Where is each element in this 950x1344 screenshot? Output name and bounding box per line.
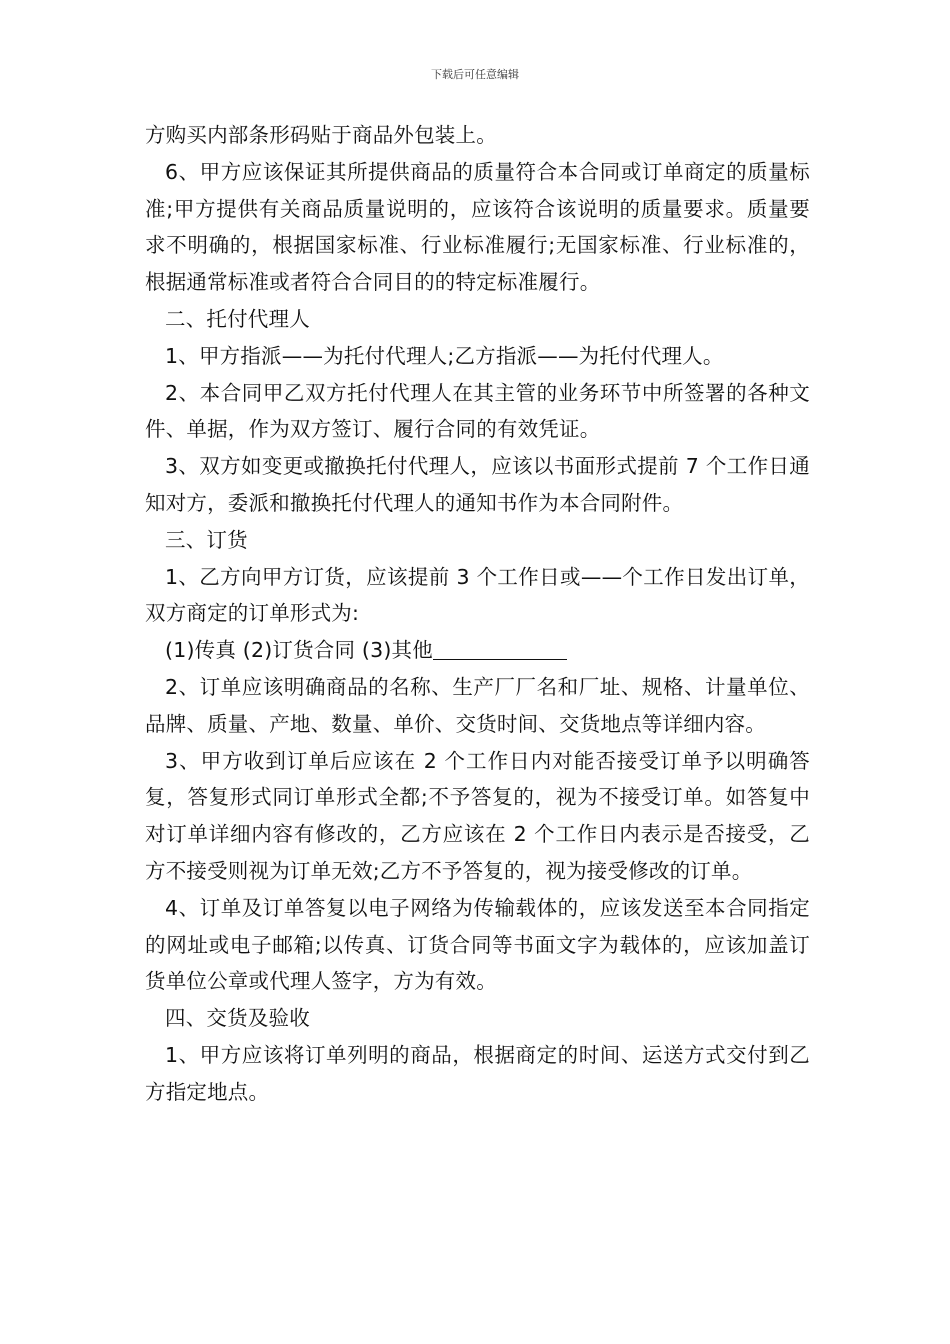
paragraph: 1、乙方向甲方订货，应该提前 3 个工作日或——个工作日发出订单，双方商定的订单形式为: xyxy=(145,564,810,626)
paragraph: 1、甲方应该将订单列明的商品，根据商定的时间、运送方式交付到乙方指定地点。 xyxy=(145,1042,810,1104)
paragraph: 1、甲方指派——为托付代理人;乙方指派——为托付代理人。 xyxy=(165,343,724,368)
paragraph: 4、订单及订单答复以电子网络为传输载体的，应该发送至本合同指定的网址或电子邮箱;以传真、订货合同等书面文字为载体的，应该加盖订货单位公章或代理人签字，方为有效。 xyxy=(145,895,810,994)
section-heading: 三、订货 xyxy=(165,527,248,552)
section-heading: 二、托付代理人 xyxy=(165,306,310,331)
paragraph: 方购买内部条形码贴于商品外包装上。 xyxy=(145,123,497,147)
document-body xyxy=(145,117,810,1111)
order-form-options: (1)传真 (2)订货合同 (3)其他 xyxy=(165,638,433,663)
section-heading: 四、交货及验收 xyxy=(165,1006,310,1031)
page-header: 下载后可任意编辑 xyxy=(431,68,519,81)
paragraph: 6、甲方应该保证其所提供商品的质量符合本合同或订单商定的质量标准;甲方提供有关商品质量说明的，应该符合该说明的质量要求。质量要求不明确的，根据国家标准、行业标准履行;无国家标准、行业标准的，根据通常标准或者符合合同目的的特定标准履行。 xyxy=(145,159,810,295)
paragraph: 3、双方如变更或撤换托付代理人，应该以书面形式提前 7 个工作日通知对方，委派和撤换托付代理人的通知书作为本合同附件。 xyxy=(145,454,810,515)
paragraph: 2、本合同甲乙双方托付代理人在其主管的业务环节中所签署的各种文件、单据，作为双方签订、履行合同的有效凭证。 xyxy=(145,380,810,442)
fill-in-blank xyxy=(433,639,567,661)
paragraph-with-blank xyxy=(145,632,810,669)
paragraph: 2、订单应该明确商品的名称、生产厂厂名和厂址、规格、计量单位、品牌、质量、产地、数量、单价、交货时间、交货地点等详细内容。 xyxy=(145,674,810,736)
paragraph: 3、甲方收到订单后应该在 2 个工作日内对能否接受订单予以明确答复，答复形式同订单形式全都;不予答复的，视为不接受订单。如答复中对订单详细内容有修改的，乙方应该在 2 个工作日内表示是否接受，乙方不接受则视为订单无效;乙方不予答复的，视为接受修改的订单。 xyxy=(145,748,810,883)
